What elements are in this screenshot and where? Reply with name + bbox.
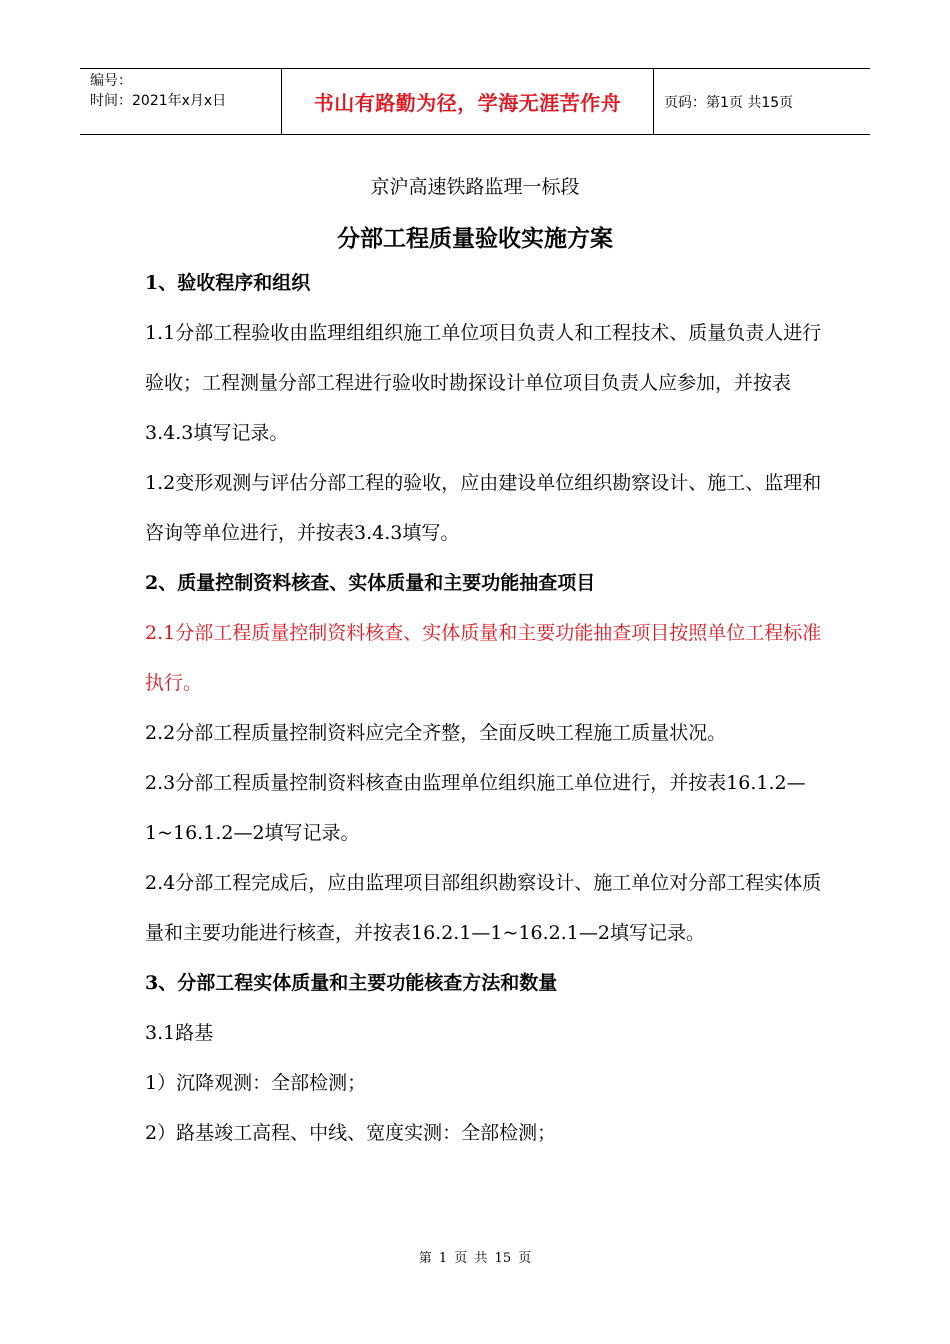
paragraph-2-1: 2.1分部工程质量控制资料核查、实体质量和主要功能抽查项目按照单位工程标准执行。 <box>145 622 822 694</box>
paragraph-2-4: 2.4分部工程完成后，应由监理项目部组织勘察设计、施工单位对分部工程实体质量和主要功能进行核查，并按表16.2.1—1~16.2.1—2填写记录。 <box>145 872 822 944</box>
list-item-2: 2）路基竣工高程、中线、宽度实测：全部检测； <box>145 1122 557 1144</box>
section-heading-1: 1、验收程序和组织 <box>145 272 311 294</box>
list-item-1: 1）沉降观测：全部检测； <box>145 1072 367 1094</box>
header-info-cell <box>80 69 282 134</box>
paragraph-2-3: 2.3分部工程质量控制资料核查由监理单位组织施工单位进行，并按表16.1.2—1~16.1.2—2填写记录。 <box>145 772 806 844</box>
page-footer: 第 1 页 共 15 页 <box>418 1251 532 1266</box>
paragraph-1-2: 1.2变形观测与评估分部工程的验收，应由建设单位组织勘察设计、施工、监理和咨询等单位进行，并按表3.4.3填写。 <box>145 472 822 544</box>
header-page-info <box>654 69 870 134</box>
header-table <box>80 68 870 135</box>
paragraph-3-1: 3.1路基 <box>145 1022 214 1044</box>
document-body <box>145 258 835 1158</box>
section-heading-3: 3、分部工程实体质量和主要功能核查方法和数量 <box>145 972 558 994</box>
paragraph-2-2: 2.2分部工程质量控制资料应完全齐整，全面反映工程施工质量状况。 <box>145 722 727 744</box>
document-subtitle: 京沪高速铁路监理一标段 <box>370 176 580 198</box>
document-date: 时间：2021年x月x日 <box>90 93 227 109</box>
paragraph-1-1: 1.1分部工程验收由监理组组织施工单位项目负责人和工程技术、质量负责人进行验收；工程测量分部工程进行验收时勘探设计单位项目负责人应参加，并按表3.4.3填写记录。 <box>145 322 822 444</box>
document-title: 分部工程质量验收实施方案 <box>337 225 613 252</box>
document-number-label: 编号： <box>90 73 132 89</box>
section-heading-2: 2、质量控制资料核查、实体质量和主要功能抽查项目 <box>145 572 596 594</box>
header-motto: 书山有路勤为径，学海无涯苦作舟 <box>282 69 654 134</box>
header-page-info-text: 页码：第1页 共15页 <box>664 94 794 111</box>
